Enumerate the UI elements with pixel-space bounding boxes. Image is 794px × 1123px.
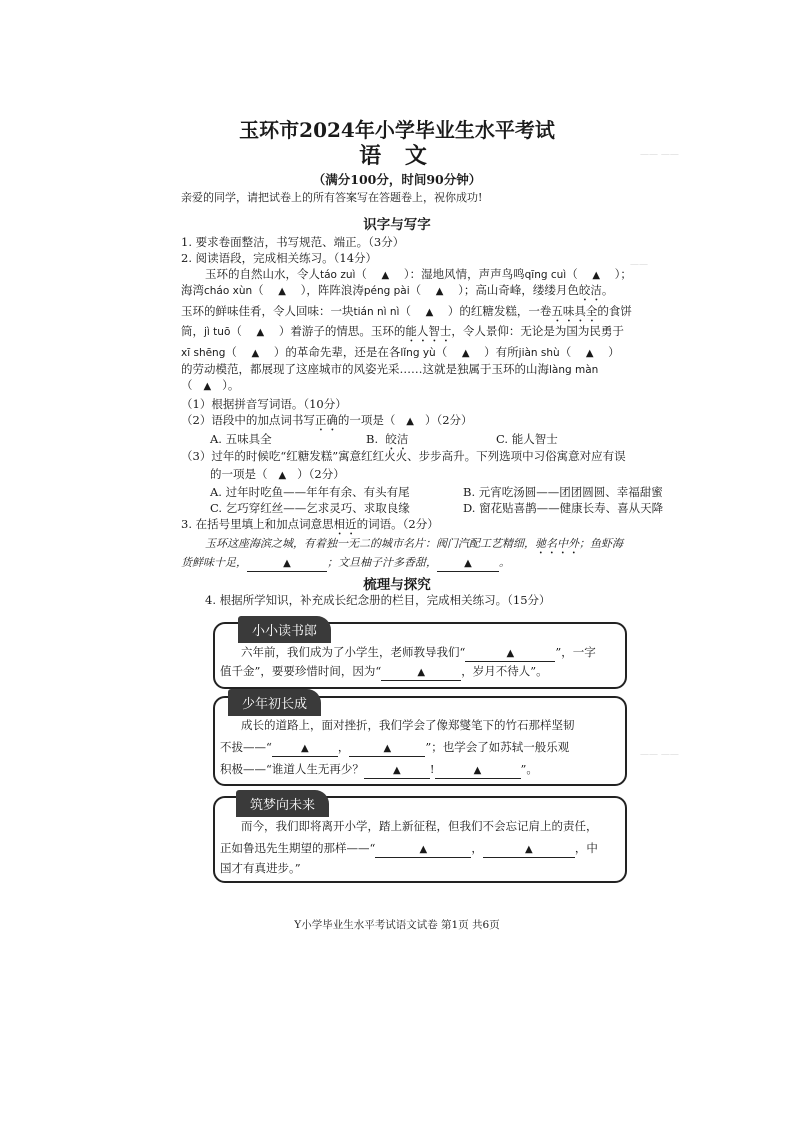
question-3: 3. 在括号里填上和加点词意思相近的词语。（2分） [181,517,439,531]
option-a: A. 五味具全 [210,432,272,446]
question-1: 1. 要求卷面整洁，书写规范、端正。（3分） [181,235,405,249]
card-tab-future: 筑梦向未来 [236,790,329,817]
card-growth-line-3: 积极——“谁道人生无再少？ ▲ ! ▲ ”。 [220,762,538,779]
passage-line-1: 玉环的自然山水，令人táo zuì（ ▲ ）：湿地风情，声声鸟鸣qīng cuì（ ▲ ）； [205,267,632,281]
page-footer: Y小学毕业生水平考试语文试卷 第1页 共6页 [294,919,500,931]
passage-line-2: 海湾cháo xùn（ ▲ ），阵阵浪涛péng pài（ ▲ ）；高山奇峰，缕缕月色皎洁。 [181,283,614,297]
subquestion-3: （3）过年的时候吃“红糖发糕”寓意红红火火、步步高升。下列选项中习俗寓意对应有误 [181,449,626,463]
question-4: 4. 根据所学知识，补充成长纪念册的栏目，完成相关练习。（15分） [205,593,551,607]
question-2: 2. 阅读语段，完成相关练习。（14分） [181,251,378,265]
subquestion-3-cont: 的一项是（ ▲ ）（2分） [210,467,345,481]
exam-title: 玉环市2024年小学毕业生水平考试 [239,118,555,142]
answer-blank[interactable]: ▲ [435,762,521,779]
option-d: D. 窗花贴喜鹊——健康长寿、喜从天降 [463,501,664,515]
subquestion-1: （1）根据拼音写词语。（10分） [181,397,347,411]
option-b: B. 元宵吃汤圆——团团圆圆、幸福甜蜜 [463,485,663,499]
bleed-through-mark: —— —— [640,150,679,160]
option-b: B. 皎洁 [366,432,409,446]
card-growth-line-1: 成长的道路上，面对挫折，我们学会了像郑燮笔下的竹石那样坚韧 [241,718,575,732]
bleed-through-mark: —— [630,260,648,270]
instruction: 亲爱的同学，请把试卷上的所有答案写在答题卷上，祝你成功! [181,191,483,204]
card-future-line-1: 而今，我们即将离开小学，踏上新征程，但我们不会忘记肩上的责任， [241,819,598,833]
answer-blank[interactable]: ▲ [364,762,430,779]
section-heading-2: 梳理与探究 [363,577,431,593]
answer-blank[interactable]: ▲ [465,645,555,662]
option-c: C. 能人智士 [496,432,558,446]
passage-line-5: xī shēng（ ▲ ）的革命先辈，还是在各lǐng yù（ ▲ ）有所jiàn shù（ ▲ ） [181,345,620,359]
option-a: A. 过年时吃鱼——年年有余、有头有尾 [210,485,410,499]
card-tab-reading: 小小读书郎 [238,616,331,643]
card-growth-line-2: 不拔——“ ▲ ， ▲ ”；也学会了如苏轼一般乐观 [220,740,569,757]
subject-title: 语 文 [359,143,435,169]
option-c: C. 乞巧穿红丝——乞求灵巧、求取良缘 [210,501,410,515]
card-reading-line-1: 六年前，我们成为了小学生，老师教导我们“ ▲ ”，一字 [241,645,596,662]
card-reading-line-2: 值千金”，要要珍惜时间，因为“ ▲ ，岁月不待人”。 [220,664,548,681]
card-future-line-3: 国才有真进步。” [220,861,301,875]
card-future-line-2: 正如鲁迅先生期望的那样——“ ▲ ， ▲ ，中 [220,841,598,858]
answer-blank[interactable]: ▲ [375,841,471,858]
card-tab-growth: 少年初长成 [228,689,321,716]
passage-line-3: 玉环的鲜味佳肴，令人回味：一块tián nì nì（ ▲ ）的红糖发糕，一卷五味具全的食饼 [181,304,632,318]
passage-line-6: 的劳动模范，都展现了这座城市的风姿光采……这就是独属于玉环的山海làng màn [181,362,599,376]
answer-blank[interactable]: ▲ [437,556,499,572]
subquestion-2: （2）语段中的加点词书写正确的一项是（ ▲ ）（2分） [181,413,473,427]
question-3-text-2: 货鲜味十足， ▲ ；文旦柚子汁多香甜， ▲ 。 [181,556,510,572]
answer-blank[interactable]: ▲ [247,556,327,572]
question-3-text: 玉环这座海滨之城，有着独一无二的城市名片：阀门汽配工艺精细，驰名中外；鱼虾海 [205,537,623,550]
answer-blank[interactable]: ▲ [483,841,575,858]
section-heading-1: 识字与写字 [363,217,431,233]
answer-blank[interactable]: ▲ [349,740,425,757]
passage-line-7: （ ▲ ）。 [181,378,240,392]
answer-blank[interactable]: ▲ [272,740,338,757]
score-time: （满分100分，时间90分钟） [312,172,482,187]
bleed-through-mark: —— —— [640,750,679,760]
answer-blank[interactable]: ▲ [381,664,461,681]
passage-line-4: 筒，jì tuō（ ▲ ）着游子的情思。玉环的能人智士，令人景仰：无论是为国为民勇于 [181,324,624,338]
